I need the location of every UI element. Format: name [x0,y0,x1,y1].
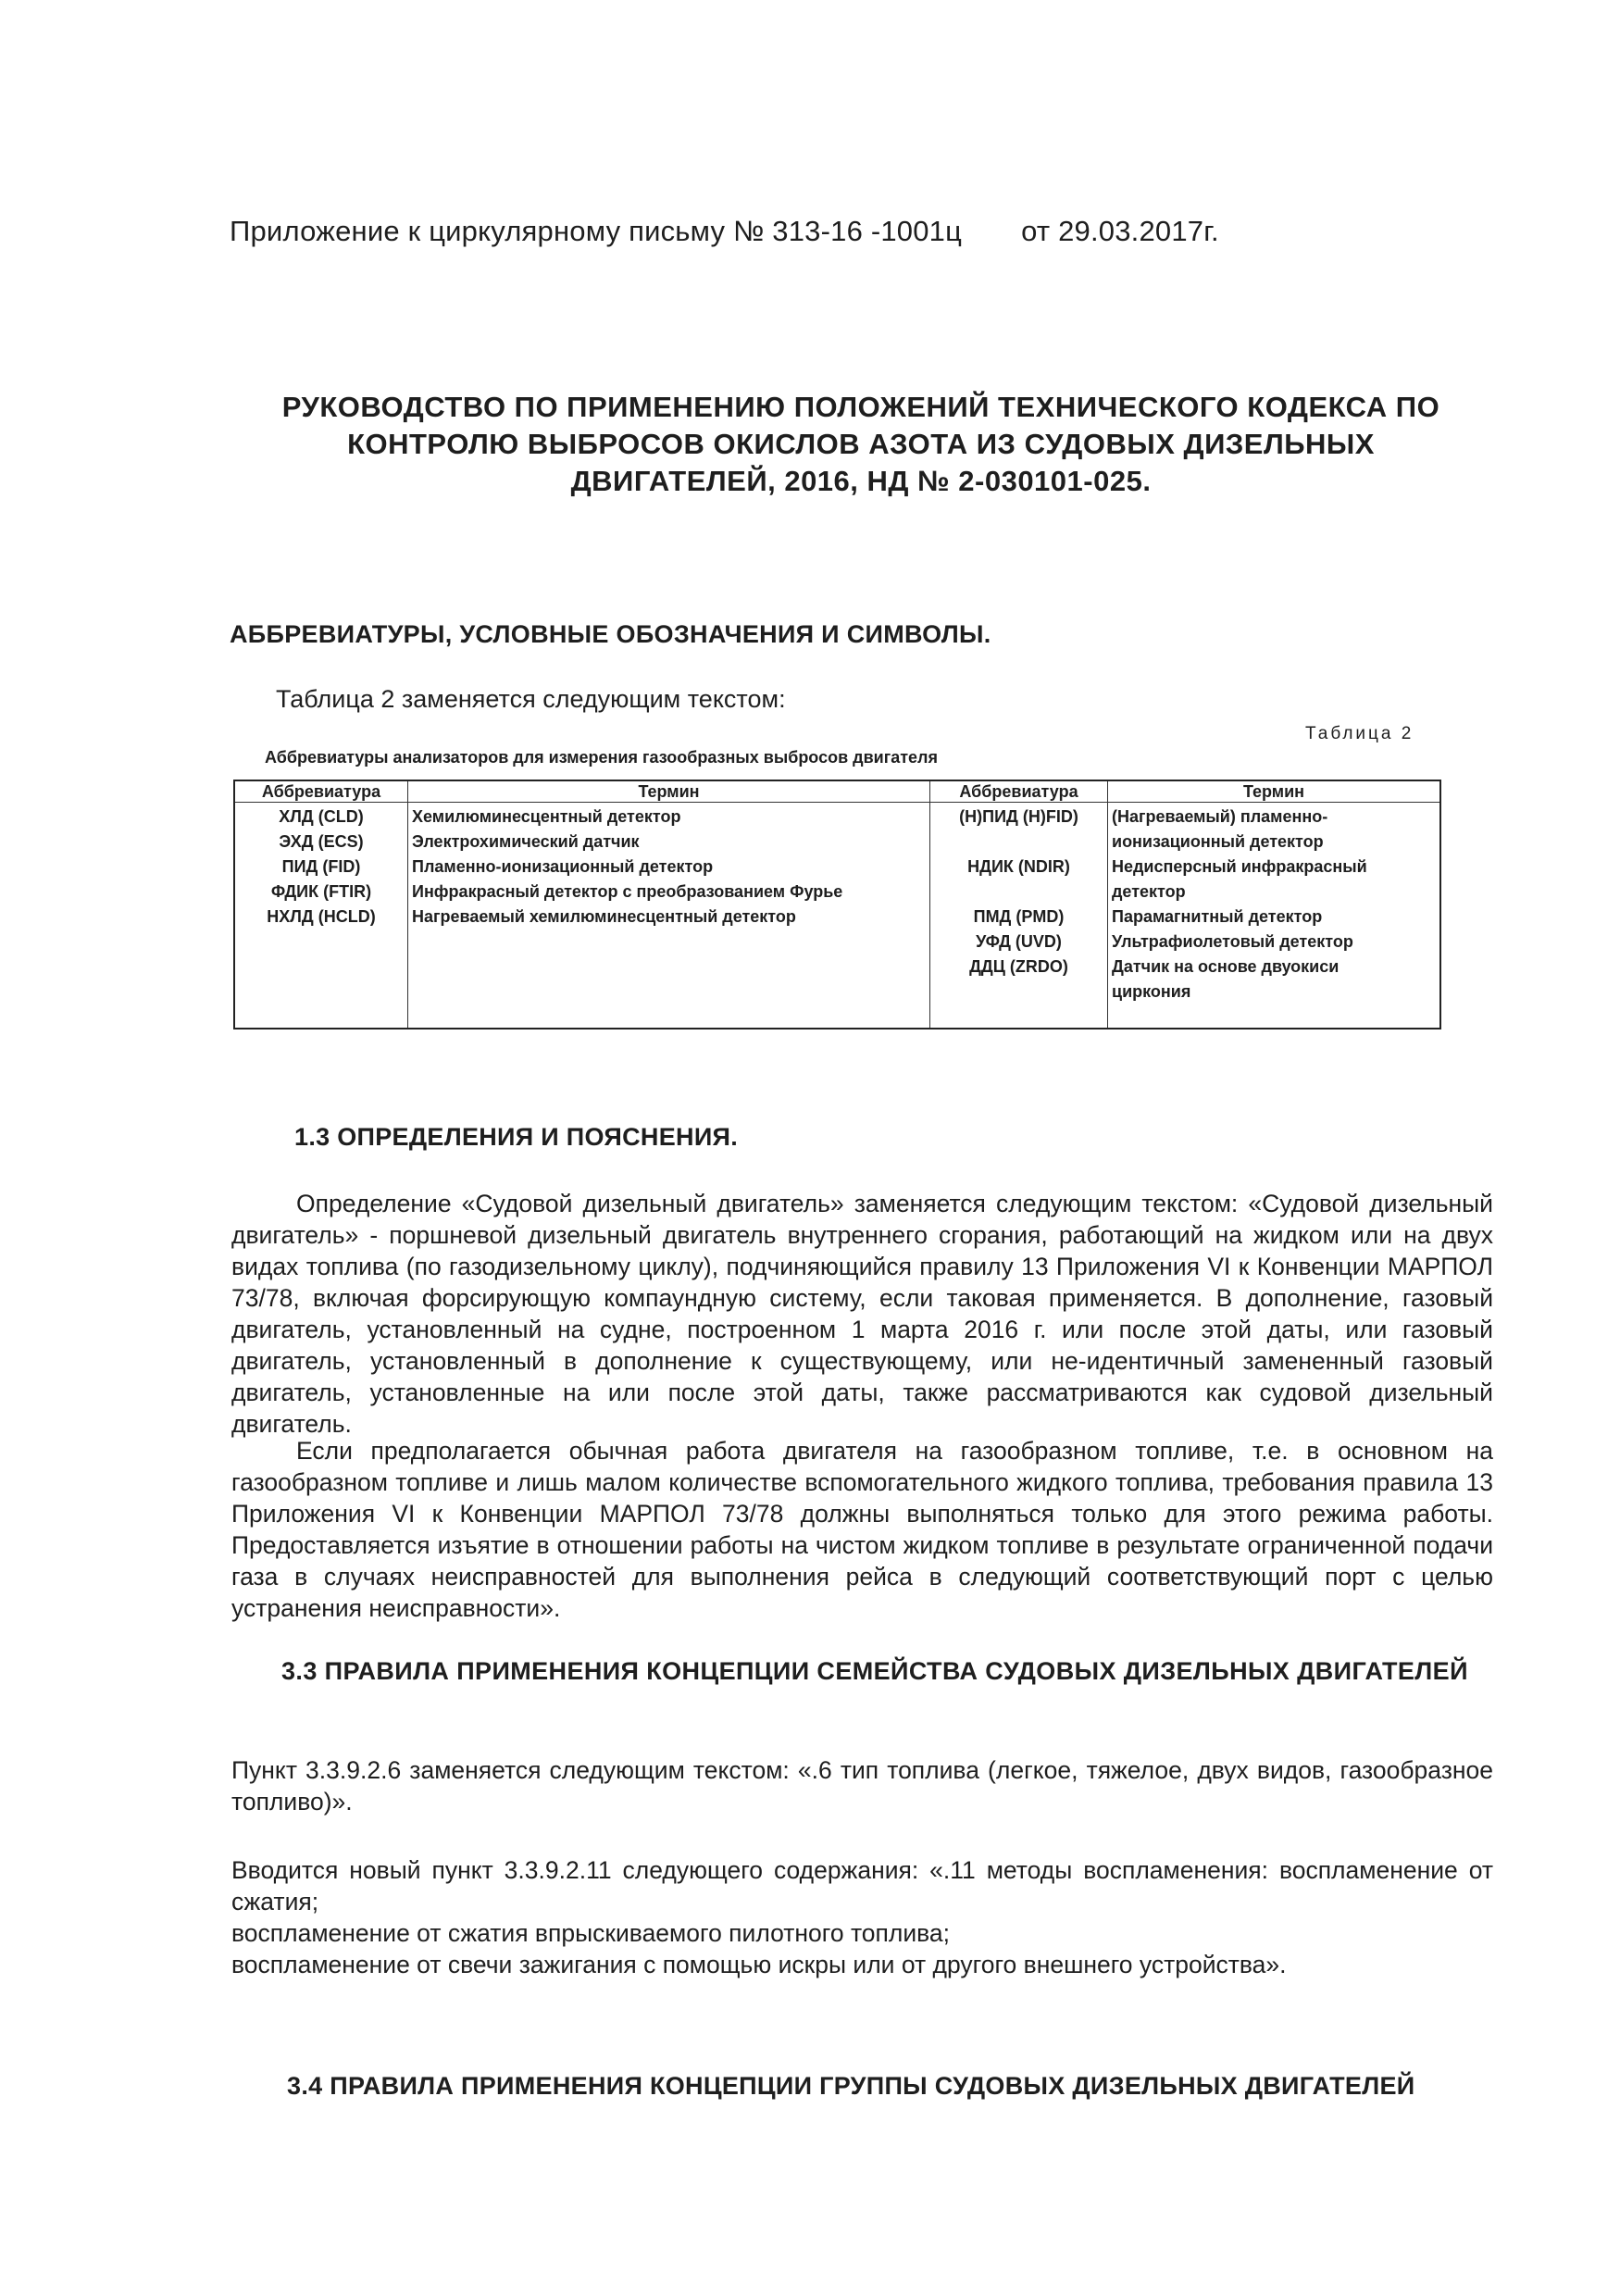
section-1-3-heading: 1.3 ОПРЕДЕЛЕНИЯ И ПОЯСНЕНИЯ. [294,1123,739,1151]
paragraph-text: воспламенение от сжатия впрыскиваемого пилотного топлива; [231,1919,951,1947]
item-3-3-9-2-11-paragraph [231,1854,1493,1980]
right-terms-cell [1108,803,1441,1029]
header-term-2: Термин [1108,780,1441,803]
abbr-pmd: ПМД (PMD) [973,907,1065,926]
term-ndir-line1: Недисперсный инфракрасный [1112,857,1367,876]
header-abbreviation-1: Аббревиатура [234,780,408,803]
document-header [230,215,1219,248]
document-title [250,389,1472,500]
abbr-ftir: ФДИК (FTIR) [270,882,372,901]
term-ndir-line2: детектор [1112,882,1186,901]
abbr-cld: ХЛД (CLD) [279,807,364,826]
document-date: от 29.03.2017г. [1021,215,1219,247]
left-abbreviations-cell [234,803,408,1029]
title-line-2: КОНТРОЛЮ ВЫБРОСОВ ОКИСЛОВ АЗОТА ИЗ СУДОВЫХ ДИЗЕЛЬНЫХ [347,428,1375,460]
abbr-fid: ПИД (FID) [281,857,361,876]
table-caption: Аббревиатуры анализаторов для измерения газообразных выбросов двигателя [265,748,938,767]
abbr-ecs: ЭХД (ECS) [279,832,364,851]
abbr-hfid: (Н)ПИД (H)FID) [959,807,1078,826]
paragraph-text: Если предполагается обычная работа двигателя на газообразном топливе, т.е. в основном на газообразном топливе и лишь малом количестве вспомогательного жидкого топлива, требования правила 13 Приложения VI к Конвенции МАРПОЛ 73/78 должны выполняться только для этого режима работы. Предоставляется изъятие в отношении работы на чистом жидком топливе в результате ограниченной подачи газа в случаях неисправностей для выполнения рейса в следующий соответствующий порт с целью устранения неисправности». [231,1437,1493,1622]
gas-fuel-paragraph [231,1435,1493,1624]
header-term-1: Термин [408,780,930,803]
term-zrdo-line1: Датчик на основе двуокиси [1112,957,1340,976]
appendix-reference: Приложение к циркулярному письму № 313-16 -1001ц [230,215,963,247]
table-header-row [234,780,1440,803]
term-ecs: Электрохимический датчик [412,832,640,851]
term-hcld: Нагреваемый хемилюминесцентный детектор [412,907,796,926]
term-ftir: Инфракрасный детектор с преобразованием Фурье [412,882,843,901]
abbreviations-table [233,780,1441,1029]
table-row [234,803,1440,1029]
section-3-3-heading: 3.3 ПРАВИЛА ПРИМЕНЕНИЯ КОНЦЕПЦИИ СЕМЕЙСТВА СУДОВЫХ ДИЗЕЛЬНЫХ ДВИГАТЕЛЕЙ [281,1657,1468,1685]
term-hfid-line1: (Нагреваемый) пламенно- [1112,807,1328,826]
section-3-4-heading: 3.4 ПРАВИЛА ПРИМЕНЕНИЯ КОНЦЕПЦИИ ГРУППЫ СУДОВЫХ ДИЗЕЛЬНЫХ ДВИГАТЕЛЕЙ [287,2072,1415,2100]
table-number-label: Таблица 2 [1305,724,1414,743]
right-abbreviations-cell [930,803,1108,1029]
term-fid: Пламенно-ионизационный детектор [412,857,714,876]
replacement-note: Таблица 2 заменяется следующим текстом: [276,685,786,713]
paragraph-text: Пункт 3.3.9.2.6 заменяется следующим текстом: «.6 тип топлива (легкое, тяжелое, двух видов, газообразное топливо)». [231,1756,1493,1816]
header-abbreviation-2: Аббревиатура [930,780,1108,803]
term-cld: Хемилюминесцентный детектор [412,807,681,826]
definition-paragraph [231,1188,1493,1440]
left-terms-cell [408,803,930,1029]
title-line-3: ДВИГАТЕЛЕЙ, 2016, НД № 2-030101-025. [570,465,1152,497]
title-line-1: РУКОВОДСТВО ПО ПРИМЕНЕНИЮ ПОЛОЖЕНИЙ ТЕХНИЧЕСКОГО КОДЕКСА ПО [281,391,1440,423]
paragraph-text: воспламенение от свечи зажигания с помощью искры или от другого внешнего устройства». [231,1951,1287,1978]
abbr-ndir: НДИК (NDIR) [967,857,1070,876]
term-pmd: Парамагнитный детектор [1112,907,1323,926]
paragraph-text: Вводится новый пункт 3.3.9.2.11 следующего содержания: «.11 методы воспламенения: воспламенение от сжатия; [231,1856,1493,1915]
abbr-zrdo: ДДЦ (ZRDO) [969,957,1068,976]
term-zrdo-line2: циркония [1112,982,1191,1001]
item-3-3-9-2-6-paragraph [231,1754,1493,1817]
abbreviations-heading: АББРЕВИАТУРЫ, УСЛОВНЫЕ ОБОЗНАЧЕНИЯ И СИМВОЛЫ. [230,620,991,648]
paragraph-text: Определение «Судовой дизельный двигатель» заменяется следующим текстом: «Судовой дизельный двигатель» - поршневой дизельный двигатель внутреннего сгорания, работающий на жидком или на двух видах топлива (по газодизельному циклу), подчиняющийся правилу 13 Приложения VI к Конвенции МАРПОЛ 73/78, включая форсирующую компаундную систему, если таковая применяется. В дополнение, газовый двигатель, установленный на судне, построенном 1 марта 2016 г. или после этой даты, или газовый двигатель, установленный в дополнение к существующему, или не-идентичный замененный газовый двигатель, установленные на или после этой даты, также рассматриваются как судовой дизельный двигатель. [231,1190,1493,1438]
term-uvd: Ультрафиолетовый детектор [1112,932,1353,951]
abbr-hcld: НХЛД (HCLD) [267,907,376,926]
abbr-uvd: УФД (UVD) [976,932,1062,951]
term-hfid-line2: ионизационный детектор [1112,832,1324,851]
